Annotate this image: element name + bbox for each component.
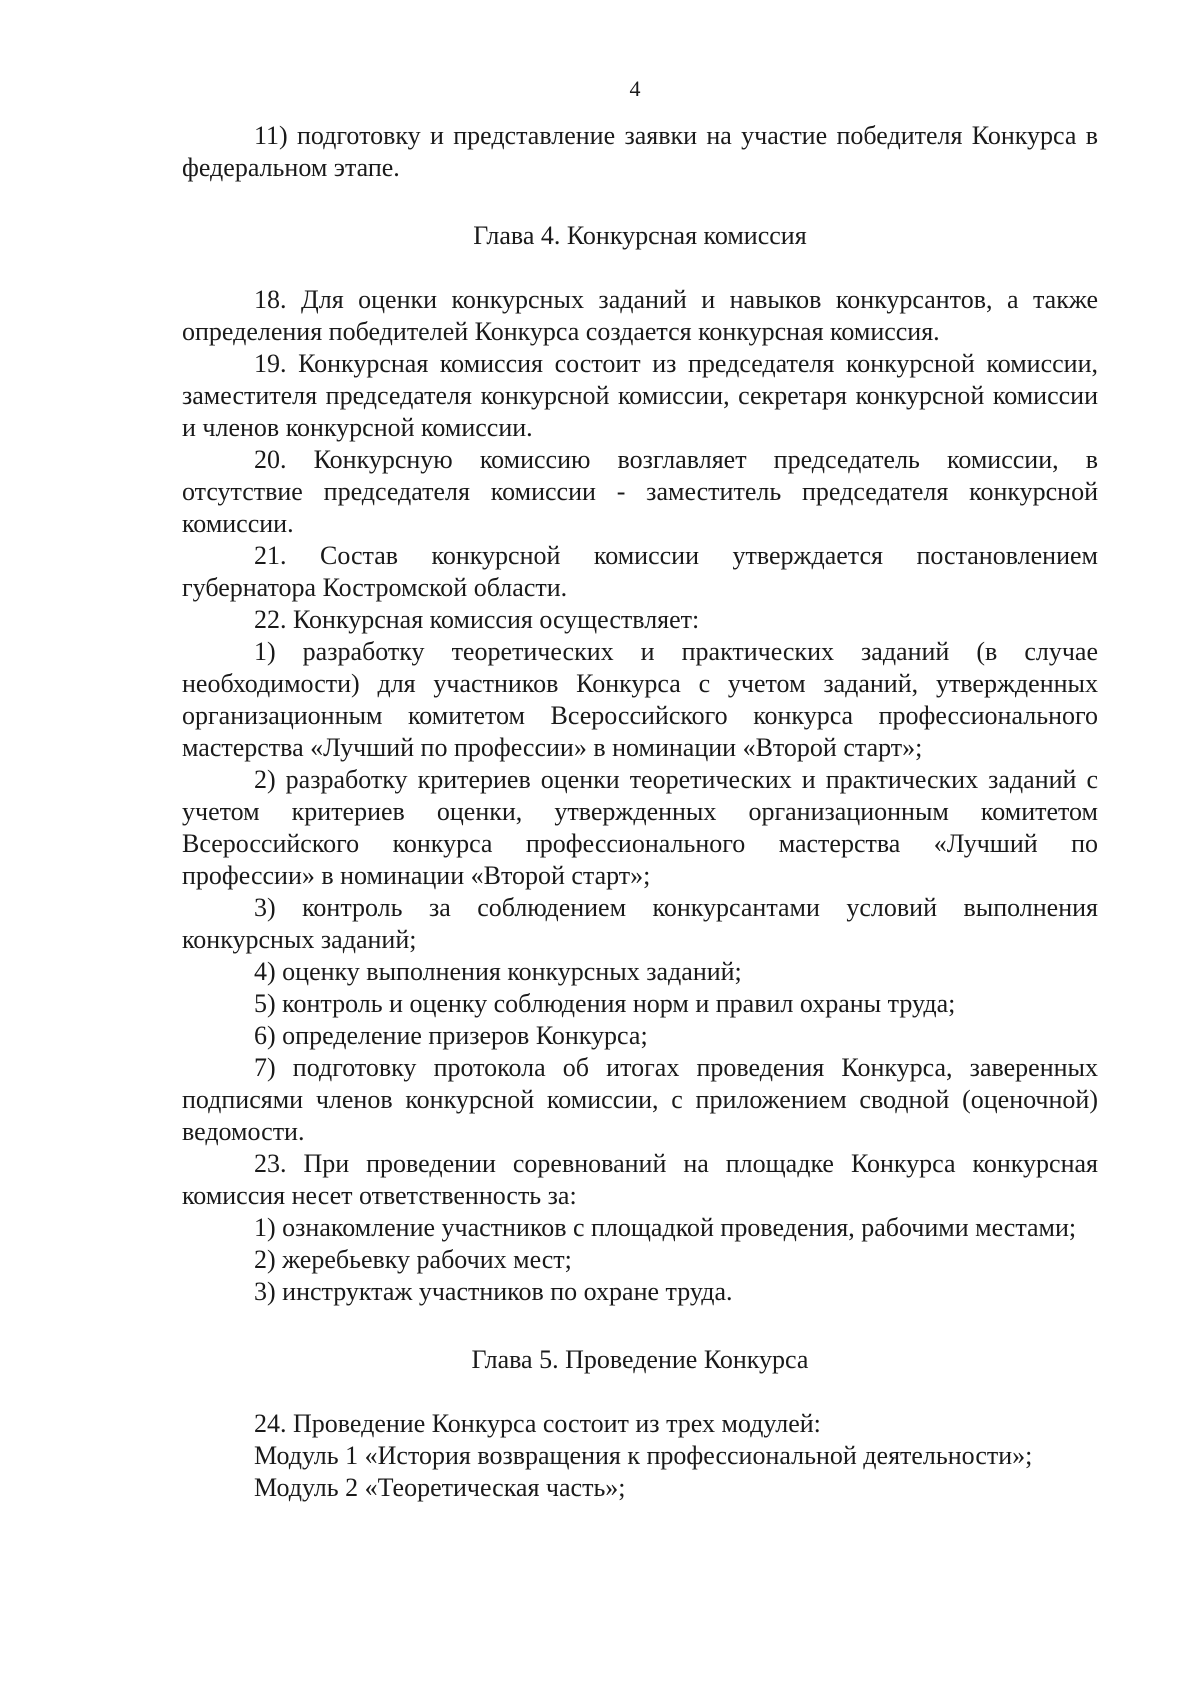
paragraph: 11) подготовку и представление заявки на участие победителя Конкурса в федеральном этапе. [182, 121, 1098, 182]
paragraph: 6) определение призеров Конкурса; [254, 1021, 648, 1050]
paragraph: 4) оценку выполнения конкурсных заданий; [254, 957, 742, 986]
paragraph: 5) контроль и оценку соблюдения норм и правил охраны труда; [254, 989, 956, 1018]
paragraph: Модуль 1 «История возвращения к профессиональной деятельности»; [254, 1441, 1033, 1470]
paragraph: 20. Конкурсную комиссию возглавляет председатель комиссии, в отсутствие председателя комиссии - заместитель председателя конкурсной комиссии. [182, 445, 1098, 538]
paragraph: 1) разработку теоретических и практических заданий (в случае необходимости) для участников Конкурса с учетом заданий, утвержденных организационным комитетом Всероссийского конкурса профессионального мастерства «Лучший по профессии» в номинации «Второй старт»; [182, 637, 1098, 762]
paragraph: 1) ознакомление участников с площадкой проведения, рабочими местами; [254, 1213, 1077, 1242]
paragraph: 23. При проведении соревнований на площадке Конкурса конкурсная комиссия несет ответственность за: [182, 1149, 1098, 1210]
paragraph: 19. Конкурсная комиссия состоит из председателя конкурсной комиссии, заместителя председателя конкурсной комиссии, секретаря конкурсной комиссии и членов конкурсной комиссии. [182, 349, 1098, 442]
paragraph: 2) разработку критериев оценки теоретических и практических заданий с учетом критериев оценки, утвержденных организационным комитетом Всероссийского конкурса профессионального мастерства «Лучший по профессии» в номинации «Второй старт»; [182, 765, 1098, 890]
paragraph: 3) инструктаж участников по охране труда. [254, 1277, 733, 1306]
chapter-heading: Глава 5. Проведение Конкурса [471, 1345, 809, 1374]
document-body [182, 120, 1098, 1504]
blank-line [182, 252, 1098, 284]
paragraph: Модуль 2 «Теоретическая часть»; [254, 1473, 626, 1502]
blank-line [182, 1308, 1098, 1344]
paragraph: 7) подготовку протокола об итогах проведения Конкурса, заверенных подписями членов конкурсной комиссии, с приложением сводной (оценочной) ведомости. [182, 1053, 1098, 1146]
paragraph: 18. Для оценки конкурсных заданий и навыков конкурсантов, а также определения победителей Конкурса создается конкурсная комиссия. [182, 285, 1098, 346]
paragraph: 3) контроль за соблюдением конкурсантами условий выполнения конкурсных заданий; [182, 893, 1098, 954]
blank-line [182, 184, 1098, 220]
paragraph: 24. Проведение Конкурса состоит из трех модулей: [254, 1409, 821, 1438]
paragraph: 21. Состав конкурсной комиссии утверждается постановлением губернатора Костромской области. [182, 541, 1098, 602]
blank-line [182, 1376, 1098, 1408]
paragraph: 22. Конкурсная комиссия осуществляет: [254, 605, 700, 634]
paragraph: 2) жеребьевку рабочих мест; [254, 1245, 572, 1274]
chapter-heading: Глава 4. Конкурсная комиссия [473, 221, 807, 250]
page-number: 4 [629, 76, 641, 101]
